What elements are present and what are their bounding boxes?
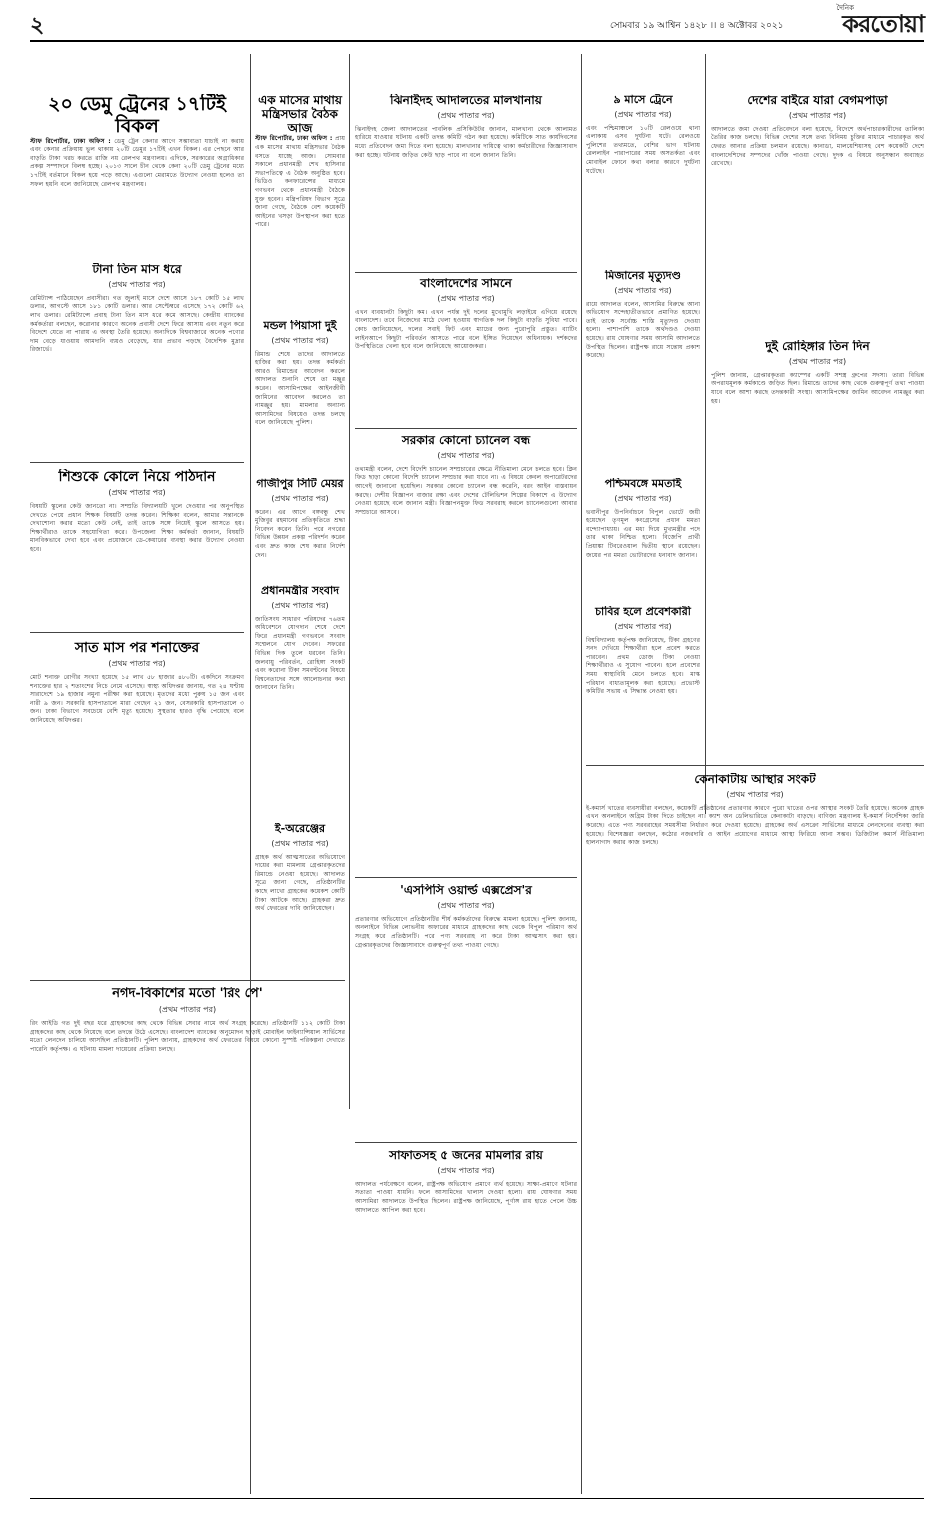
story-byline: স্টাফ রিপোর্টার, ঢাকা অফিস : xyxy=(30,137,111,145)
page-header xyxy=(30,6,924,38)
story-tana xyxy=(30,263,244,460)
story-body: রায়ে আদালত বলেন, আসামির বিরুদ্ধে আনা অভিযোগ সন্দেহাতীতভাবে প্রমাণিত হয়েছে। তাই তাকে সর্বোচ্চ শাস্তি মৃত্যুদণ্ড দেওয়া হলো। পাশাপাশি তাকে অর্থদণ্ডও দেওয়া হয়েছে। রায় ঘোষণার সময় আসামি আদালতে উপস্থিত ছিলেন। রাষ্ট্রপক্ষ রায়ে সন্তোষ প্রকাশ করেছে। xyxy=(586,300,700,360)
story-continuation: (প্রথম পাতার পর) xyxy=(437,110,495,120)
section-divider xyxy=(355,877,577,878)
section-divider xyxy=(355,272,577,273)
section-divider xyxy=(355,428,577,429)
story-evaly xyxy=(355,884,577,1139)
story-headline: এক মাসের মাথায় মন্ত্রিসভার বৈঠক আজ xyxy=(258,94,342,135)
story-continuation: (প্রথম পাতার পর) xyxy=(271,335,329,345)
story-body: রিমান্ড শেষে তাদের আদালতে হাজির করা হয়। তদন্ত কর্মকর্তা আরও রিমান্ডের আবেদন করলে আদালত শুনানি শেষে তা মঞ্জুর করেন। আসামিপক্ষের আইনজীবী জামিনের আবেদন করলেও তা নামঞ্জুর হয়। মামলার অন্যান্য আসামিদের বিষয়েও তদন্ত চলছে বলে জানিয়েছে পুলিশ। xyxy=(255,350,345,427)
column-divider xyxy=(705,54,706,814)
story-continuation: (প্রথম পাতার পর) xyxy=(726,789,784,799)
story-headline: শিশুকে কোলে নিয়ে পাঠদান xyxy=(58,469,216,485)
date-line: সোমবার ১৯ আশ্বিন ১৪২৮ ।। ৪ অক্টোবর ২০২১ xyxy=(610,21,784,31)
story-headline: সাত মাস পর শনাক্তের xyxy=(74,640,200,656)
story-body: করেন। এর আগে বঙ্গবন্ধু শেখ মুজিবুর রহমানের প্রতিকৃতিতে শ্রদ্ধা নিবেদন করেন তিনি। পরে নগরের বিভিন্ন উন্নয়ন প্রকল্প পরিদর্শন করেন এবং দ্রুত কাজ শেষ করার নির্দেশ দেন। xyxy=(255,508,345,559)
story-headline: বাংলাদেশের সামনে xyxy=(420,277,512,290)
story-body: আদালতে জমা দেওয়া প্রতিবেদনে বলা হয়েছে, বিদেশে অর্থপাচারকারীদের তালিকা তৈরির কাজ চলছে। বিভিন্ন দেশের সঙ্গে তথ্য বিনিময় চুক্তির মাধ্যমে পাচারকৃত অর্থ ফেরত আনার প্রক্রিয়া চলমান রয়েছে। কানাডা, মালয়েশিয়াসহ বেশ কয়েকটি দেশে বাংলাদেশিদের সম্পদের খোঁজ পাওয়া গেছে। দুদক এ বিষয়ে অনুসন্ধান অব্যাহত রেখেছে। xyxy=(711,125,924,168)
story-body: জাতিসংঘ সাধারণ পরিষদের ৭৬তম অধিবেশনে যোগদান শেষে দেশে ফিরে প্রধানমন্ত্রী গণভবনে সংবাদ সম্মেলনে যোগ দেবেন। সফরের বিভিন্ন দিক তুলে ধরবেন তিনি। জলবায়ু পরিবর্তন, রোহিঙ্গা সংকট এবং করোনা টিকা সমবণ্টনের বিষয়ে বিশ্বনেতাদের সঙ্গে আলোচনার কথা জানাবেন তিনি। xyxy=(255,615,345,692)
footer-rule xyxy=(30,1498,924,1499)
story-headline: চাবির হলে প্রবেশকারী xyxy=(595,606,691,618)
story-train9 xyxy=(586,94,700,262)
story-bangladesh xyxy=(355,277,577,425)
story-body: মোট শনাক্ত রোগীর সংখ্যা হয়েছে ১৫ লাখ ৫৮ হাজার ৪৮০টি। একদিনে সংক্রমণ শনাক্তের হার ২ শতাংশের নিচে নেমে এসেছে। স্বাস্থ্য অধিদপ্তর জানায়, গত ২৪ ঘণ্টায় সারাদেশে ১৯ হাজার নমুনা পরীক্ষা করা হয়েছে। মৃতদের মধ্যে পুরুষ ১৫ জন এবং নারী ৯ জন। সরকারি হাসপাতালে মারা গেছেন ২১ জন, বেসরকারি হাসপাতালে ৩ জন। ঢাকা বিভাগে সবচেয়ে বেশি মৃত্যু হয়েছে। সুস্থতার হারও বৃদ্ধি পেয়েছে বলে জানিয়েছে অধিদপ্তর। xyxy=(30,674,244,725)
story-body: ই-কমার্স খাতের ব্যবসায়ীরা বলছেন, কয়েকটি প্রতিষ্ঠানের প্রতারণার কারণে পুরো খাতের ওপর আস্থার সংকট তৈরি হয়েছে। অনেক গ্রাহক এখন অনলাইনে অগ্রিম টাকা দিতে চাইছেন না। ক্যাশ অন ডেলিভারিতে কেনাকাটা বাড়ছে। বাণিজ্য মন্ত্রণালয় ই-কমার্স নির্দেশিকা জারি করেছে। এতে পণ্য সরবরাহের সময়সীমা নির্ধারণ করে দেওয়া হয়েছে। গ্রাহকের অর্থ এসক্রো সার্ভিসের মাধ্যমে লেনদেনের ব্যবস্থা করা হয়েছে। বিশেষজ্ঞরা বলছেন, কঠোর নজরদারি ও আইন প্রয়োগের মাধ্যমে আস্থা ফিরিয়ে আনা সম্ভব। ডিজিটাল কমার্স নীতিমালা হালনাগাদ করার কাজ চলছে। xyxy=(586,804,924,847)
story-headline: দুই রোহিঙ্গার তিন দিন xyxy=(765,340,870,353)
column-divider xyxy=(349,54,350,1109)
story-headline: ঝিনাইদহ আদালতের মালখানায় xyxy=(390,94,542,107)
story-continuation: (প্রথম পাতার পর) xyxy=(108,279,166,289)
story-mondol xyxy=(255,320,345,468)
story-etender xyxy=(255,823,345,973)
section-divider xyxy=(30,462,244,463)
masthead xyxy=(836,4,924,36)
story-safat xyxy=(355,1149,577,1492)
story-headline: নগদ-বিকাশের মতো 'রিং পে' xyxy=(112,987,263,1001)
story-continuation: (প্রথম পাতার পর) xyxy=(437,1165,495,1175)
masthead-logo: করতোয়া xyxy=(842,9,924,38)
story-headline: প্রধানমন্ত্রীর সংবাদ xyxy=(261,585,339,597)
story-gazipur xyxy=(255,478,345,578)
story-continuation: (প্রথম পাতার পর) xyxy=(614,493,672,503)
story-body: এখন ব্যবধানটা কিছুটা কম। এখন পর্যন্ত দুই দলের মুখোমুখি লড়াইয়ে এগিয়ে রয়েছে বাংলাদেশ। তবে নিজেদের মাঠে খেলা হওয়ায় স্বাগতিক দল কিছুটা বাড়তি সুবিধা পাবে। কোচ জানিয়েছেন, দলের সবাই ফিট এবং ম্যাচের জন্য পুরোপুরি প্রস্তুত। ব্যাটিং লাইনআপে কিছুটা পরিবর্তন আসতে পারে বলে ইঙ্গিত দিয়েছেন অধিনায়ক। দর্শকদের উপস্থিতিতে খেলা হবে বলে জানিয়েছে আয়োজকরা। xyxy=(355,308,577,351)
page-number: ২ xyxy=(30,12,45,38)
story-headline: মন্ডল পিয়াসা দুই xyxy=(263,320,337,332)
column-divider xyxy=(581,54,582,1494)
story-byline: স্টাফ রিপোর্টার, ঢাকা অফিস : xyxy=(255,135,333,143)
story-headline: ৯ মাসে ট্রেনে xyxy=(613,94,673,106)
story-begumpara xyxy=(711,94,924,332)
story-demu xyxy=(30,94,244,259)
story-jhenaidah xyxy=(355,94,577,270)
story-nagad xyxy=(30,987,345,1492)
story-body: ডেমু ট্রেন কেনার আগে সম্ভাব্যতা যাচাই না করায় এবং কেনার প্রক্রিয়ায় ভুল থাকায় ২০টি ডেমুর ১৭টিই এখন বিকল। এর পেছনে আর বাড়তি টাকা খরচ করতে রাজি নয় রেলপথ মন্ত্রণালয়। এদিকে, সরকারের অগ্রাধিকার প্রকল্প সম্পাদনে বিলম্ব হচ্ছে। ২০১৩ সালে চীন থেকে কেনা ২০টি ডেমু ট্রেনের মধ্যে ১৭টিই বর্তমানে বিকল হয়ে পড়ে আছে। এগুলো মেরামতে উদ্যোগ নেওয়া হলেও তা সফল হয়নি বলে জানিয়েছে রেলপথ মন্ত্রণালয়। xyxy=(30,137,244,188)
story-continuation: (প্রথম পাতার পর) xyxy=(614,109,672,119)
story-body: বিষয়টি স্কুলের কেউ জানতো না। সম্প্রতি বিদ্যালয়টি খুলে দেওয়ার পর অনুপস্থিত দেখতে পেয়ে প্রধান শিক্ষক বিষয়টি তদন্ত করেন। শিক্ষিকা বলেন, আমার সন্তানকে দেখাশোনা করার মতো কেউ নেই, তাই তাকে সঙ্গে নিয়েই স্কুলে আসতে হয়। শিক্ষার্থীরাও তাকে সহযোগিতা করে। উপজেলা শিক্ষা কর্মকর্তা জানান, বিষয়টি মানবিকভাবে দেখা হবে এবং প্রয়োজনে ডে-কেয়ারের ব্যবস্থা করার উদ্যোগ নেওয়া হবে। xyxy=(30,503,244,554)
story-headline: 'এসপিসি ওয়ার্ল্ড এক্সপ্রেস'র xyxy=(400,884,532,897)
story-continuation: (প্রথম পাতার পর) xyxy=(108,659,166,669)
story-continuation: (প্রথম পাতার পর) xyxy=(614,621,672,631)
story-saat xyxy=(30,640,244,977)
story-headline: সরকার কোনো চ্যানেল বন্ধ xyxy=(401,434,531,447)
story-continuation: (প্রথম পাতার পর) xyxy=(271,838,329,848)
story-continuation: (প্রথম পাতার পর) xyxy=(788,356,847,366)
story-rohingya xyxy=(711,340,924,760)
story-continuation: (প্রথম পাতার পর) xyxy=(437,293,495,303)
story-mamata xyxy=(586,478,700,598)
section-divider xyxy=(30,980,345,981)
story-body: রিং আইডি গত দুই বছর ধরে গ্রাহকদের কাছ থেকে বিভিন্ন সেবার নামে অর্থ সংগ্রহ করেছে। প্রতিষ্ঠানটি ১১২ কোটি টাকা গ্রাহকদের কাছ থেকে নিয়েছে বলে তদন্তে উঠে এসেছে। বাংলাদেশ ব্যাংকের অনুমোদন ছাড়াই মোবাইল ফাইন্যান্সিয়াল সার্ভিসের মতো লেনদেন চালিয়ে আসছিল প্রতিষ্ঠানটি। পুলিশ জানায়, গ্রাহকদের অর্থ ফেরতের বিষয়ে কোনো সুস্পষ্ট পরিকল্পনা দেখাতে পারেনি কর্তৃপক্ষ। এ ঘটনায় মামলা দায়েরের প্রক্রিয়া চলছে। xyxy=(30,1019,345,1053)
story-body: ঝিনাইদহ জেলা আদালতের পাবলিক প্রসিকিউটর জানান, মালখানা থেকে আলামত হারিয়ে যাওয়ার ঘটনায় একটি তদন্ত কমিটি গঠন করা হয়েছে। কমিটিকে সাত কার্যদিবসের মধ্যে প্রতিবেদন জমা দিতে বলা হয়েছে। মালখানার দায়িত্বে থাকা কর্মচারীদের জিজ্ঞাসাবাদ করা হচ্ছে। ঘটনায় জড়িত কেউ ছাড় পাবে না বলে জানান তিনি। xyxy=(355,125,577,159)
story-body: প্রায় এক মাসের মাথায় মন্ত্রিসভার বৈঠক বসতে যাচ্ছে আজ। সোমবার সকালে প্রধানমন্ত্রী শেখ হাসিনার সভাপতিত্বে এ বৈঠক অনুষ্ঠিত হবে। ভিডিও কনফারেন্সের মাধ্যমে গণভবন থেকে প্রধানমন্ত্রী বৈঠকে যুক্ত হবেন। মন্ত্রিপরিষদ বিভাগ সূত্রে জানা গেছে, বৈঠকে বেশ কয়েকটি আইনের খসড়া উপস্থাপন করা হতে পারে। xyxy=(255,135,345,229)
story-continuation: (প্রথম পাতার পর) xyxy=(158,1004,217,1014)
story-body: এবং পশ্চিমাঞ্চলে ১০টি রেলওয়ে থানা এলাকায় এসব দুর্ঘটনা ঘটে। রেলওয়ে পুলিশের তথ্যমতে, বেশির ভাগ ঘটনায় রেললাইন পারাপারের সময় অসতর্কতা এবং মোবাইল ফোনে কথা বলার কারণে দুর্ঘটনা ঘটেছে। xyxy=(586,124,700,175)
story-body: পুলিশ জানায়, গ্রেপ্তারকৃতরা ক্যাম্পের একটি সশস্ত্র গ্রুপের সদস্য। তারা বিভিন্ন অপরাধমূলক কর্মকাণ্ডে জড়িত ছিল। রিমান্ডে তাদের কাছ থেকে গুরুত্বপূর্ণ তথ্য পাওয়া যাবে বলে আশা করছে তদন্তকারী সংস্থা। আসামিপক্ষের জামিন আবেদন নামঞ্জুর করা হয়। xyxy=(711,371,924,405)
story-headline: ই-অরেঞ্জের xyxy=(274,823,326,835)
story-mijan xyxy=(586,270,700,470)
story-continuation: (প্রথম পাতার পর) xyxy=(108,488,166,498)
story-headline: মিজানের মৃত্যুদণ্ড xyxy=(605,270,681,282)
masthead-prefix: দৈনিক xyxy=(836,4,854,12)
story-body: প্রতারণার অভিযোগে প্রতিষ্ঠানটির শীর্ষ কর্মকর্তাদের বিরুদ্ধে মামলা হয়েছে। পুলিশ জানায়, অনলাইনে বিভিন্ন লোভনীয় অফারের মাধ্যমে গ্রাহকদের কাছ থেকে বিপুল পরিমাণ অর্থ সংগ্রহ করে প্রতিষ্ঠানটি। পরে পণ্য সরবরাহ না করে টাকা আত্মসাৎ করা হয়। গ্রেপ্তারকৃতদের জিজ্ঞাসাবাদে গুরুত্বপূর্ণ তথ্য পাওয়া গেছে। xyxy=(355,915,577,949)
story-headline: কেনাকাটায় আস্থার সংকট xyxy=(694,773,816,786)
story-continuation: (প্রথম পাতার পর) xyxy=(271,600,329,610)
story-continuation: (প্রথম পাতার পর) xyxy=(614,285,672,295)
story-body: ভবানীপুর উপনির্বাচনে বিপুল ভোটে জয়ী হয়েছেন তৃণমূল কংগ্রেসের প্রধান মমতা বন্দ্যোপাধ্যায়। এর মধ্য দিয়ে মুখ্যমন্ত্রীর পদে তার থাকা নিশ্চিত হলো। বিজেপি প্রার্থী প্রিয়াঙ্কা টিবরেওয়াল দ্বিতীয় স্থানে রয়েছেন। জয়ের পর মমতা ভোটারদের ধন্যবাদ জানান। xyxy=(586,508,700,559)
story-headline: পশ্চিমবঙ্গে মমতাই xyxy=(604,478,682,490)
story-body: বিশ্ববিদ্যালয় কর্তৃপক্ষ জানিয়েছে, টিকা গ্রহণের সনদ দেখিয়ে শিক্ষার্থীরা হলে প্রবেশ করতে পারবেন। প্রথম ডোজ টিকা নেওয়া শিক্ষার্থীরাও এ সুযোগ পাবেন। হলে প্রবেশের সময় স্বাস্থ্যবিধি মেনে চলতে হবে। মাস্ক পরিধান বাধ্যতামূলক করা হয়েছে। প্রভোস্ট কমিটির সভায় এ সিদ্ধান্ত নেওয়া হয়। xyxy=(586,636,700,696)
section-divider xyxy=(586,765,924,766)
story-continuation: (প্রথম পাতার পর) xyxy=(271,493,329,503)
section-divider xyxy=(30,632,244,633)
story-mantrishava xyxy=(255,94,345,304)
story-headline: টানা তিন মাস ধরে xyxy=(92,263,182,276)
story-kenakata xyxy=(586,773,924,1492)
story-channel xyxy=(355,434,577,874)
story-headline: সাফাতসহ ৫ জনের মামলার রায় xyxy=(389,1149,543,1162)
story-continuation: (প্রথম পাতার পর) xyxy=(437,450,495,460)
story-body: রেমিট্যান্স পাঠিয়েছেন প্রবাসীরা। গত জুলাই মাসে দেশে আসে ১৮৭ কোটি ১৫ লাখ ডলার, আগস্টে আসে ১৮১ কোটি ডলার। আর সেপ্টেম্বরে এসেছে ১৭২ কোটি ৬২ লাখ ডলার। রেমিট্যান্সে প্রবাহ টানা তিন মাস ধরে কমে আসছে। কেন্দ্রীয় ব্যাংকের কর্মকর্তারা বলছেন, করোনার কারণে অনেক প্রবাসী দেশে ফিরে আসায় এবং নতুন করে বিদেশে যেতে না পারায় এ অবস্থা তৈরি হয়েছে। অন্যদিকে বিশ্ববাজারে অনেক পণ্যের দাম বেড়ে যাওয়ায় আমদানি ব্যয়ও বেড়েছে, যার প্রভাব পড়ছে বৈদেশিক মুদ্রার রিজার্ভে। xyxy=(30,294,244,354)
story-headline: গাজীপুর সিটি মেয়র xyxy=(256,478,344,490)
header-rule xyxy=(30,40,924,42)
story-body: গ্রাহক অর্থ আত্মসাতের অভিযোগে দায়ের করা মামলায় গ্রেপ্তারকৃতদের রিমান্ডে নেওয়া হয়েছে। আদালত সূত্রে জানা গেছে, প্রতিষ্ঠানটির কাছে লাখো গ্রাহকের কয়েকশ কোটি টাকা আটকে আছে। গ্রাহকরা দ্রুত অর্থ ফেরতের দাবি জানিয়েছেন। xyxy=(255,853,345,913)
story-headline: দেশের বাইরে যারা বেগমপাড়া xyxy=(747,94,888,107)
story-pradhanmantri xyxy=(255,585,345,813)
story-body: তথ্যমন্ত্রী বলেন, দেশে বিদেশি চ্যানেল সম্প্রচারের ক্ষেত্রে নীতিমালা মেনে চলতে হবে। ক্লিন ফিড ছাড়া কোনো বিদেশি চ্যানেল সম্প্রচার করা যাবে না। এ বিষয়ে কেবল অপারেটরদের আগেই জানানো হয়েছিল। সরকার কোনো চ্যানেল বন্ধ করেনি, বরং আইন বাস্তবায়ন করছে। দেশীয় বিজ্ঞাপন বাজার রক্ষা এবং দেশের টেলিভিশন শিল্পের বিকাশে এ উদ্যোগ নেওয়া হয়েছে বলে জানান মন্ত্রী। বিজ্ঞাপনমুক্ত ফিড সরবরাহ করলে চ্যানেলগুলো আবার সম্প্রচারে আসবে। xyxy=(355,465,577,516)
section-divider xyxy=(355,1142,577,1143)
story-continuation: (প্রথম পাতার পর) xyxy=(437,900,495,910)
story-shishu xyxy=(30,469,244,629)
story-headline: ২০ ডেমু ট্রেনের ১৭টিই বিকল xyxy=(48,94,226,137)
story-body: আদালত পর্যবেক্ষণে বলেন, রাষ্ট্রপক্ষ অভিযোগ প্রমাণে ব্যর্থ হয়েছে। সাক্ষ্য-প্রমাণে ঘটনার সত্যতা পাওয়া যায়নি। ফলে আসামিদের খালাস দেওয়া হলো। রায় ঘোষণার সময় আসামিরা আদালতে উপস্থিত ছিলেন। রাষ্ট্রপক্ষ জানিয়েছে, পূর্ণাঙ্গ রায় হাতে পেলে উচ্চ আদালতে আপিল করা হবে। xyxy=(355,1180,577,1214)
story-continuation: (প্রথম পাতার পর) xyxy=(788,110,847,120)
